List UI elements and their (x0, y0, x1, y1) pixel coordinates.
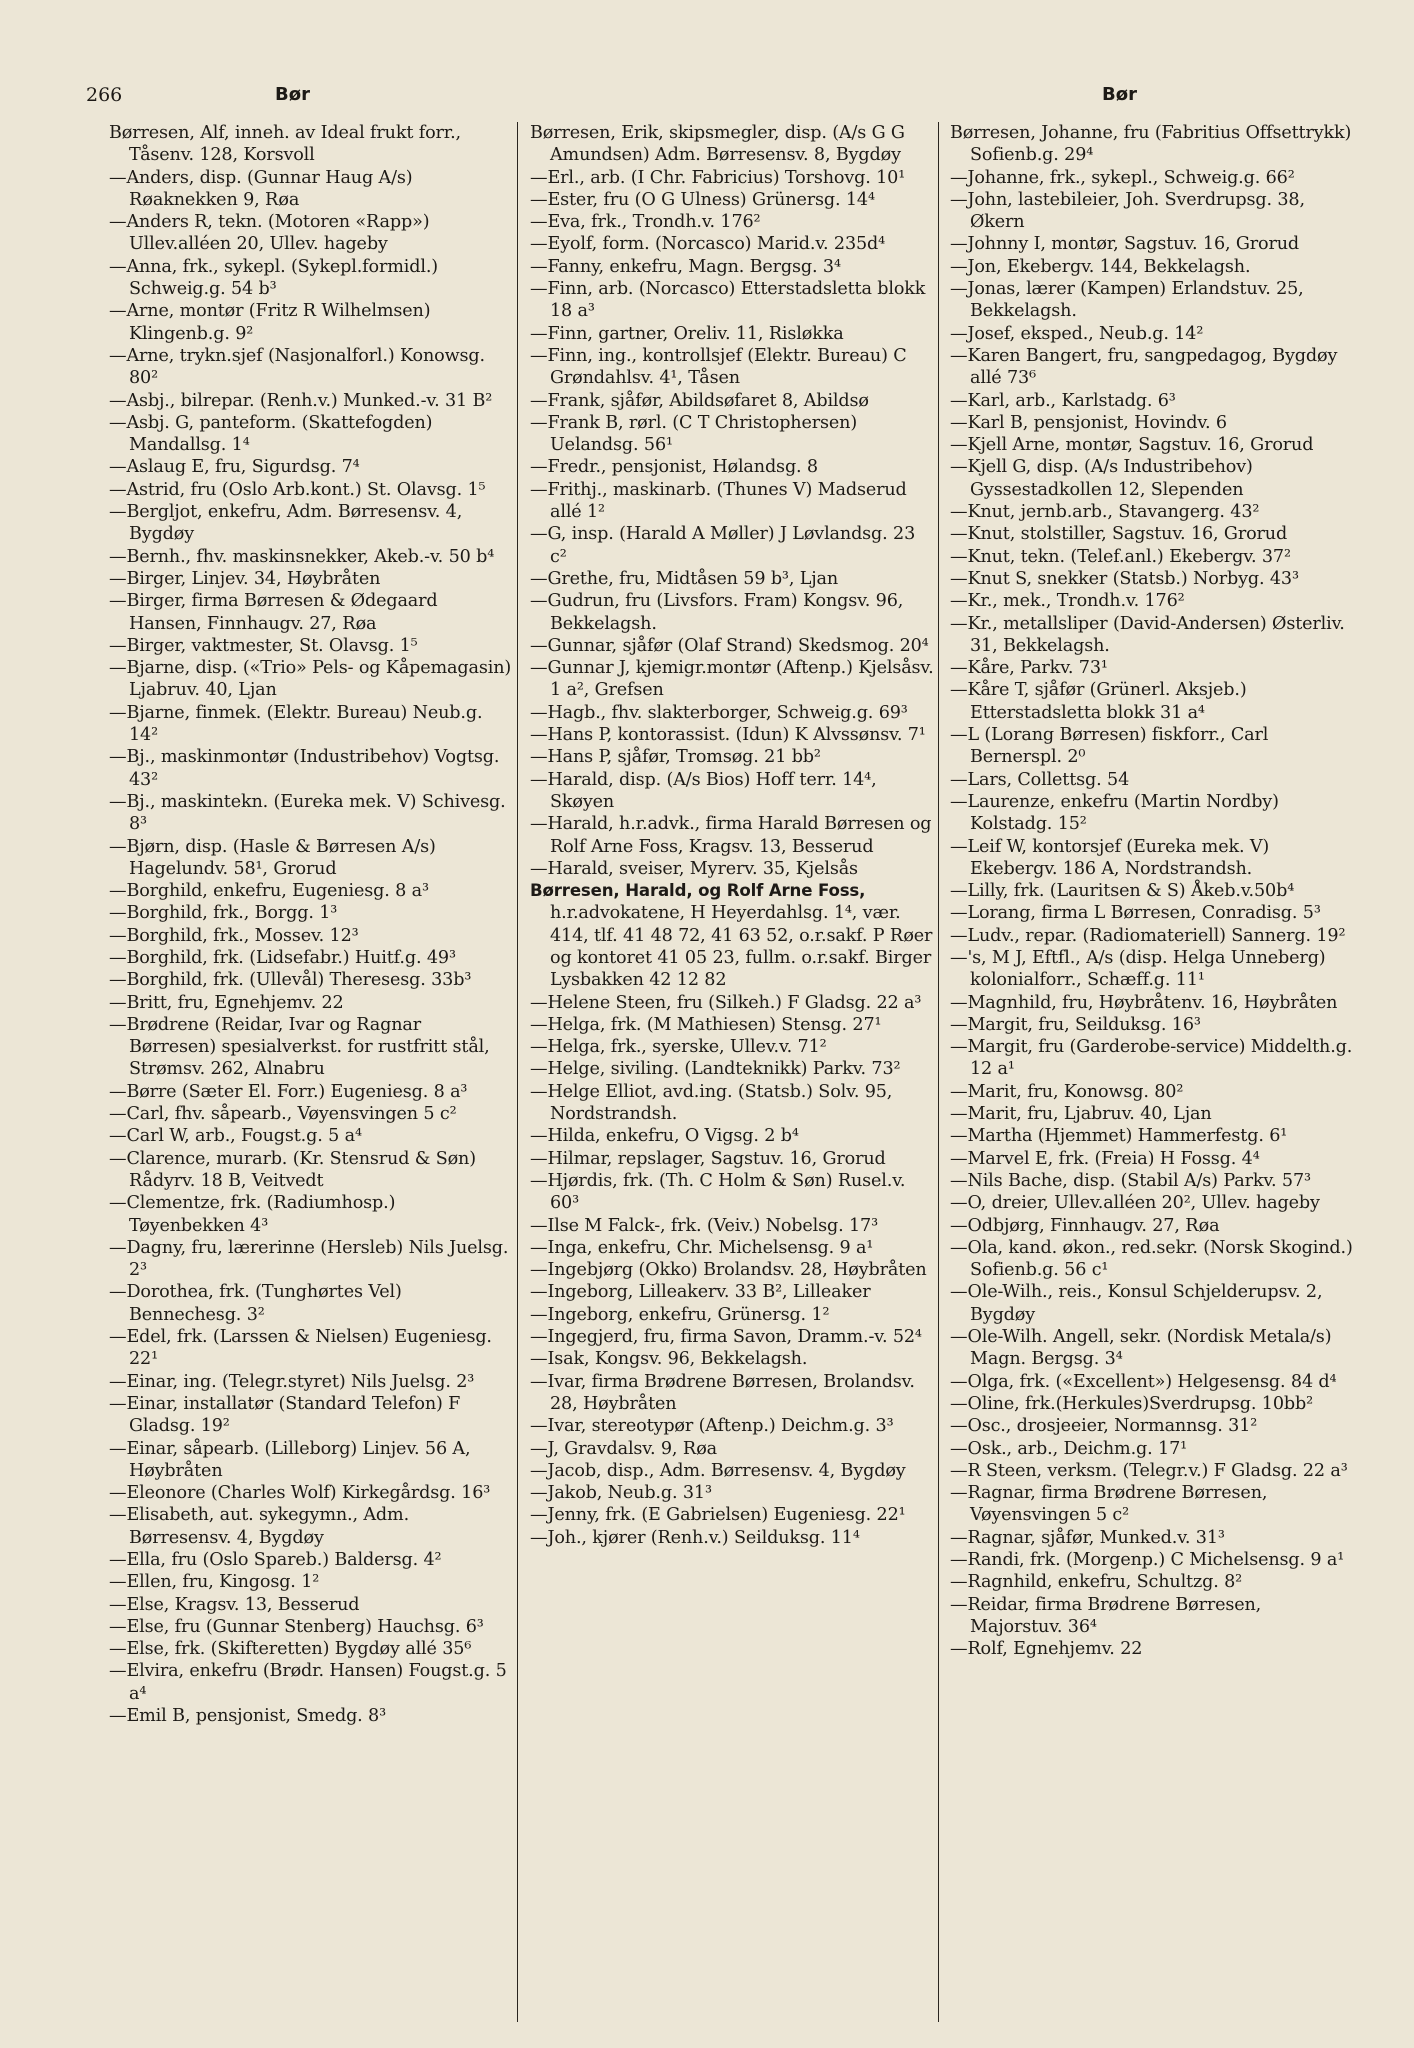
directory-entry: —Gudrun, fru (Livsfors. Fram) Kongsv. 96, Bekkelagsh. (530, 591, 904, 634)
directory-entry: —Ingebjørg (Okko) Brolandsv. 28, Høybråten (530, 1260, 927, 1281)
directory-column-3 (950, 122, 1354, 1660)
entry-bold-rest: h.r.advokatene, H Heyerdahlsg. 1⁴, vær. 414, tlf. 41 48 72, 41 63 52, o.r.sakf. P Røer og kontoret 41 05 23, fullm. o.r.sakf. Birger Lysbakken 42 12 82 (550, 903, 933, 991)
directory-entry: —Randi, frk. (Morgenp.) C Michelsensg. 9 a¹ (950, 1550, 1345, 1570)
directory-entry: —Ingegjerd, fru, firma Savon, Dramm.-v. 52⁴ (530, 1327, 922, 1348)
directory-entry: —Børre (Sæter El. Forr.) Eugeniesg. 8 a³ (109, 1081, 468, 1102)
directory-entry: —Harald, disp. (A/s Bios) Hoff terr. 14⁴, Skøyen (530, 769, 877, 812)
directory-entry: —Osc., drosjeeier, Normannsg. 31² (950, 1416, 1258, 1437)
directory-entry: —Helge Elliot, avd.ing. (Statsb.) Solv. 95, Nordstrandsh. (530, 1081, 893, 1125)
directory-entry: —Edel, frk. (Larssen & Nielsen) Eugeniesg. 22¹ (109, 1327, 492, 1370)
directory-entry: —Arne, montør (Fritz R Wilhelmsen) Klingenb.g. 9² (109, 301, 431, 344)
directory-entry: —Marit, fru, Konowsg. 80² (950, 1081, 1184, 1102)
directory-entry: —Britt, fru, Egnehjemv. 22 (109, 992, 344, 1013)
directory-entry: —Gunnar, sjåfør (Olaf Strand) Skedsmog. 20⁴ (530, 635, 929, 656)
directory-entry: —Borghild, enkefru, Eugeniesg. 8 a³ (109, 881, 429, 902)
directory-entry: —Clementze, frk. (Radiumhosp.) Tøyenbekken 4³ (109, 1193, 396, 1236)
directory-entry: —Hans P, kontorassist. (Idun) K Alvssønsv. 7¹ (530, 725, 926, 746)
directory-entry: —Knut S, snekker (Statsb.) Norbyg. 43³ (950, 568, 1299, 589)
entry-bold-lead: Børresen, Harald, og Rolf Arne Foss, (530, 881, 866, 901)
directory-entry: —Einar, såpearb. (Lilleborg) Linjev. 56 A, Høybråten (109, 1438, 471, 1481)
directory-entry: —Helene Steen, fru (Silkeh.) F Gladsg. 22 a³ (530, 992, 922, 1013)
directory-entry: —Lilly, frk. (Lauritsen & S) Åkeb.v.50b⁴ (950, 881, 1295, 902)
directory-entry: —Ragnar, firma Brødrene Børresen, Vøyensvingen 5 c² (950, 1483, 1268, 1526)
directory-entry: —Ivar, stereotypør (Aftenp.) Deichm.g. 3³ (530, 1416, 894, 1437)
directory-entry: —Finn, ing., kontrollsjef (Elektr. Bureau) C Grøndahlsv. 4¹, Tåsen (530, 345, 907, 389)
directory-entry: —Ola, kand. økon., red.sekr. (Norsk Skogind.) Sofienb.g. 56 c¹ (950, 1237, 1353, 1281)
directory-entry: —Anders, disp. (Gunnar Haug A/s) Røaknekken 9, Røa (109, 167, 413, 210)
directory-column-2 (530, 122, 934, 1549)
directory-entry: —Astrid, fru (Oslo Arb.kont.) St. Olavsg. 1⁵ (109, 479, 486, 500)
directory-entry: Børresen, Erik, skipsmegler, disp. (A/s G G Amundsen) Adm. Børresensv. 8, Bygdøy (530, 123, 905, 166)
directory-entry: —Bergljot, enkefru, Adm. Børresensv. 4, Bygdøy (109, 502, 463, 545)
directory-entry: —Borghild, frk., Borgg. 1³ (109, 903, 338, 924)
directory-entry: —Knut, stolstiller, Sagstuv. 16, Grorud (950, 524, 1288, 545)
directory-entry: —Jonas, lærer (Kampen) Erlandstuv. 25, Bekkelagsh. (950, 279, 1304, 322)
directory-entry: —Jenny, frk. (E Gabrielsen) Eugeniesg. 22¹ (530, 1505, 906, 1526)
column-divider (517, 122, 518, 2022)
directory-entry: —Bjarne, disp. («Trio» Pels- og Kåpemagasin) Ljabruv. 40, Ljan (109, 658, 512, 701)
directory-entry: —Hagb., fhv. slakterborger, Schweig.g. 69³ (530, 702, 908, 723)
directory-entry: —O, dreier, Ullev.alléen 20², Ullev. hageby (950, 1193, 1320, 1214)
directory-entry: Børresen, Johanne, fru (Fabritius Offsettrykk) Sofienb.g. 29⁴ (950, 123, 1352, 166)
directory-entry: —Hilmar, repslager, Sagstuv. 16, Grorud (530, 1148, 886, 1169)
directory-entry: —Ragnar, sjåfør, Munked.v. 31³ (950, 1527, 1225, 1548)
directory-entry: —Rolf, Egnehjemv. 22 (950, 1639, 1143, 1660)
directory-entry: —Kjell G, disp. (A/s Industribehov) Gyssestadkollen 12, Slependen (950, 457, 1253, 500)
directory-entry: —Marvel E, frk. (Freia) H Fossg. 4⁴ (950, 1148, 1260, 1169)
directory-entry: —Bjørn, disp. (Hasle & Børresen A/s) Hagelundv. 58¹, Grorud (109, 836, 436, 879)
directory-column-1 (109, 122, 513, 1727)
directory-entry: —Frithj., maskinarb. (Thunes V) Madserud allé 1² (530, 479, 907, 523)
directory-entry: —Margit, fru, Seilduksg. 16³ (950, 1014, 1201, 1035)
directory-entry: —Kjell Arne, montør, Sagstuv. 16, Grorud (950, 435, 1314, 456)
directory-entry: —Ole-Wilh., reis., Konsul Schjelderupsv. 2, Bygdøy (950, 1282, 1323, 1325)
directory-entry: —Karl, arb., Karlstadg. 6³ (950, 390, 1176, 411)
directory-entry: —Kr., mek., Trondh.v. 176² (950, 591, 1185, 612)
directory-entry: —Laurenze, enkefru (Martin Nordby) Kolstadg. 15² (950, 791, 1279, 835)
directory-entry: —Ellen, fru, Kingosg. 1² (109, 1572, 320, 1593)
directory-entry: —Karl B, pensjonist, Hovindv. 6 (950, 412, 1227, 433)
page-number: 266 (86, 84, 123, 106)
directory-entry: —Ester, fru (O G Ulness) Grünersg. 14⁴ (530, 189, 875, 210)
directory-entry: —Birger, vaktmester, St. Olavsg. 1⁵ (109, 635, 418, 656)
directory-entry: —G, insp. (Harald A Møller) J Løvlandsg. 23 c² (530, 524, 916, 567)
directory-entry: —Einar, installatør (Standard Telefon) F Gladsg. 19² (109, 1393, 461, 1437)
directory-entry: —Isak, Kongsv. 96, Bekkelagsh. (530, 1349, 808, 1370)
directory-entry: —Carl, fhv. såpearb., Vøyensvingen 5 c² (109, 1104, 457, 1125)
directory-entry: —Jacob, disp., Adm. Børresensv. 4, Bygdøy (530, 1460, 906, 1481)
directory-entry: —Bjarne, finmek. (Elektr. Bureau) Neub.g. 14² (109, 702, 483, 746)
directory-entry: —Brødrene (Reidar, Ivar og Ragnar Børresen) spesialverkst. for rustfritt stål, Strømsv. 262, Alnabru (109, 1014, 490, 1080)
directory-entry: —Ingeborg, Lilleakerv. 33 B², Lilleaker (530, 1282, 871, 1303)
directory-entry: —Else, frk. (Skifteretten) Bygdøy allé 35⁶ (109, 1639, 472, 1660)
directory-entry: —Bj., maskinmontør (Industribehov) Vogtsg. 43² (109, 747, 500, 790)
directory-entry: —Borghild, frk., Mossev. 12³ (109, 925, 359, 946)
directory-entry: —Elisabeth, aut. sykegymn., Adm. Børresensv. 4, Bygdøy (109, 1505, 410, 1548)
directory-entry: —Marit, fru, Ljabruv. 40, Ljan (950, 1104, 1212, 1125)
directory-entry: —Grethe, fru, Midtåsen 59 b³, Ljan (530, 568, 839, 589)
directory-entry: —Erl., arb. (I Chr. Fabricius) Torshovg. 10¹ (530, 167, 906, 188)
directory-entry: —Hjørdis, frk. (Th. C Holm & Søn) Rusel.v. 60³ (530, 1170, 906, 1214)
directory-entry: —Finn, arb. (Norcasco) Etterstadsletta blokk 18 a³ (530, 279, 926, 322)
directory-entry: —Eyolf, form. (Norcasco) Marid.v. 235d⁴ (530, 234, 886, 255)
directory-entry: —Bj., maskintekn. (Eureka mek. V) Schivesg. 8³ (109, 791, 506, 835)
directory-entry: —Frank B, rørl. (C T Christophersen) Uelandsg. 56¹ (530, 412, 858, 456)
directory-entry: —Johanne, frk., sykepl., Schweig.g. 66² (950, 167, 1295, 188)
directory-entry: —Karen Bangert, fru, sangpedagog, Bygdøy allé 73⁶ (950, 345, 1338, 389)
directory-entry: —Ragnhild, enkefru, Schultzg. 8² (950, 1572, 1243, 1593)
directory-entry: —Else, fru (Gunnar Stenberg) Hauchsg. 6³ (109, 1616, 484, 1637)
directory-entry: —J, Gravdalsv. 9, Røa (530, 1438, 718, 1459)
directory-entry: —Osk., arb., Deichm.g. 17¹ (950, 1438, 1188, 1459)
directory-entry: —Helga, frk., syerske, Ullev.v. 71² (530, 1037, 827, 1058)
directory-entry: —Hilda, enkefru, O Vigsg. 2 b⁴ (530, 1126, 799, 1147)
directory-entry: —Borghild, frk. (Ullevål) Theresesg. 33b³ (109, 970, 472, 991)
directory-entry: —Helge, siviling. (Landteknikk) Parkv. 73² (530, 1059, 901, 1080)
directory-entry: —Josef, eksped., Neub.g. 14² (950, 323, 1204, 344)
directory-entry: —Anna, frk., sykepl. (Sykepl.formidl.) Schweig.g. 54 b³ (109, 256, 438, 300)
directory-entry: —Ole-Wilh. Angell, sekr. (Nordisk Metala/s) Magn. Bergsg. 3⁴ (950, 1327, 1332, 1370)
directory-entry: —Ingeborg, enkefru, Grünersg. 1² (530, 1304, 830, 1325)
directory-entry: —Ludv., repar. (Radiomateriell) Sannerg. 19² (950, 925, 1346, 946)
directory-entry: —Knut, tekn. (Telef.anl.) Ekebergv. 37² (950, 546, 1291, 567)
directory-entry: —Oline, frk.(Herkules)Sverdrupsg. 10bb² (950, 1393, 1314, 1414)
directory-entry: —Johnny I, montør, Sagstuv. 16, Grorud (950, 234, 1300, 255)
directory-entry: —Nils Bache, disp. (Stabil A/s) Parkv. 57³ (950, 1170, 1311, 1191)
directory-entry: —Odbjørg, Finnhaugv. 27, Røa (950, 1215, 1220, 1236)
directory-entry: —Hans P, sjåfør, Tromsøg. 21 bb² (530, 747, 821, 768)
directory-entry: —'s, M J, Eftfl., A/s (disp. Helga Unneberg) kolonialforr., Schæff.g. 11¹ (950, 947, 1326, 991)
directory-entry: —Leif W, kontorsjef (Eureka mek. V) Ekebergv. 186 A, Nordstrandsh. (950, 836, 1270, 879)
directory-entry: —Eva, frk., Trondh.v. 176² (530, 212, 761, 233)
directory-entry: —Birger, firma Børresen & Ødegaard Hansen, Finnhaugv. 27, Røa (109, 591, 438, 634)
directory-entry: —Fanny, enkefru, Magn. Bergsg. 3⁴ (530, 256, 841, 277)
directory-entry: —Aslaug E, fru, Sigurdsg. 7⁴ (109, 457, 360, 478)
directory-entry: —Martha (Hjemmet) Hammerfestg. 6¹ (950, 1126, 1288, 1147)
directory-entry: —Emil B, pensjonist, Smedg. 8³ (109, 1706, 387, 1727)
directory-entry: —Frank, sjåfør, Abildsøfaret 8, Abildsø (530, 390, 869, 411)
left-guide-word: Bør (275, 84, 310, 105)
directory-entry: —Helga, frk. (M Mathiesen) Stensg. 27¹ (530, 1014, 882, 1035)
directory-entry: —Ella, fru (Oslo Spareb.) Baldersg. 4² (109, 1550, 442, 1570)
directory-entry: —Eleonore (Charles Wolf) Kirkegårdsg. 16³ (109, 1483, 491, 1504)
directory-entry: —Dorothea, frk. (Tunghørtes Vel) Bennechesg. 3² (109, 1282, 402, 1325)
directory-entry: —John, lastebileier, Joh. Sverdrupsg. 38, Økern (950, 189, 1305, 233)
directory-entry: —Fredr., pensjonist, Hølandsg. 8 (530, 457, 818, 478)
right-guide-word: Bør (1102, 84, 1137, 105)
directory-entry: —Harald, sveiser, Myrerv. 35, Kjelsås (530, 858, 858, 879)
directory-entry: —Joh., kjører (Renh.v.) Seilduksg. 11⁴ (530, 1527, 860, 1548)
directory-entry: —Jakob, Neub.g. 31³ (530, 1483, 712, 1504)
directory-entry: —Clarence, murarb. (Kr. Stensrud & Søn) Rådyrv. 18 B, Veitvedt (109, 1148, 476, 1191)
directory-entry: —Margit, fru (Garderobe-service) Middelth.g. 12 a¹ (950, 1037, 1353, 1080)
directory-entry: —Harald, h.r.advk., firma Harald Børresen og Rolf Arne Foss, Kragsv. 13, Besserud (530, 814, 932, 857)
directory-entry: —Kr., metallsliper (David-Andersen) Østerliv. 31, Bekkelagsh. (950, 613, 1345, 656)
directory-entry: —Ilse M Falck-, frk. (Veiv.) Nobelsg. 17³ (530, 1215, 878, 1236)
directory-entry: —Ivar, firma Brødrene Børresen, Brolandsv. 28, Høybråten (530, 1371, 915, 1414)
directory-entry: —Anders R, tekn. (Motoren «Rapp») Ullev.alléen 20, Ullev. hageby (109, 212, 430, 255)
directory-entry-bold (530, 880, 934, 991)
directory-entry: —Bernh., fhv. maskinsnekker, Akeb.-v. 50 b⁴ (109, 546, 495, 567)
directory-entry: —Einar, ing. (Telegr.styret) Nils Juelsg. 2³ (109, 1371, 475, 1392)
directory-entry: —Olga, frk. («Excellent») Helgesensg. 84 d⁴ (950, 1371, 1337, 1392)
directory-entry: —Dagny, fru, lærerinne (Hersleb) Nils Juelsg. 2³ (109, 1237, 509, 1281)
directory-entry: —Carl W, arb., Fougst.g. 5 a⁴ (109, 1126, 362, 1147)
directory-entry: —Jon, Ekebergv. 144, Bekkelagsh. (950, 256, 1251, 277)
directory-entry: —L (Lorang Børresen) fiskforr., Carl Bernerspl. 2⁰ (950, 725, 1269, 768)
directory-entry: —Asbj. G, panteform. (Skattefogden) Mandallsg. 1⁴ (109, 412, 433, 456)
directory-entry: —Arne, trykn.sjef (Nasjonalforl.) Konowsg. 80² (109, 345, 485, 389)
directory-entry: —R Steen, verksm. (Telegr.v.) F Gladsg. 22 a³ (950, 1460, 1348, 1481)
directory-entry: —Reidar, firma Brødrene Børresen, Majorstuv. 36⁴ (950, 1594, 1262, 1637)
directory-entry: —Knut, jernb.arb., Stavangerg. 43² (950, 502, 1260, 523)
directory-entry: —Magnhild, fru, Høybråtenv. 16, Høybråten (950, 992, 1338, 1013)
directory-entry: —Inga, enkefru, Chr. Michelsensg. 9 a¹ (530, 1237, 874, 1258)
directory-entry: —Lars, Collettsg. 54 (950, 769, 1130, 790)
directory-entry: —Elvira, enkefru (Brødr. Hansen) Fougst.g. 5 a⁴ (109, 1661, 507, 1704)
directory-entry: Børresen, Alf, inneh. av Ideal frukt forr., Tåsenv. 128, Korsvoll (109, 123, 461, 166)
directory-entry: —Finn, gartner, Oreliv. 11, Risløkka (530, 323, 844, 344)
directory-entry: —Lorang, firma L Børresen, Conradisg. 5³ (950, 903, 1321, 924)
directory-entry: —Kåre, Parkv. 73¹ (950, 658, 1108, 679)
directory-entry: —Else, Kragsv. 13, Besserud (109, 1594, 360, 1615)
directory-entry: —Borghild, frk. (Lidsefabr.) Huitf.g. 49³ (109, 947, 456, 968)
directory-entry: —Kåre T, sjåfør (Grünerl. Aksjeb.) Etterstadsletta blokk 31 a⁴ (950, 680, 1247, 723)
column-divider (938, 122, 939, 2022)
directory-entry: —Asbj., bilrepar. (Renh.v.) Munked.-v. 31 B² (109, 390, 493, 411)
directory-entry: —Gunnar J, kjemigr.montør (Aftenp.) Kjelsåsv. 1 a², Grefsen (530, 658, 934, 701)
directory-entry: —Birger, Linjev. 34, Høybråten (109, 568, 381, 589)
